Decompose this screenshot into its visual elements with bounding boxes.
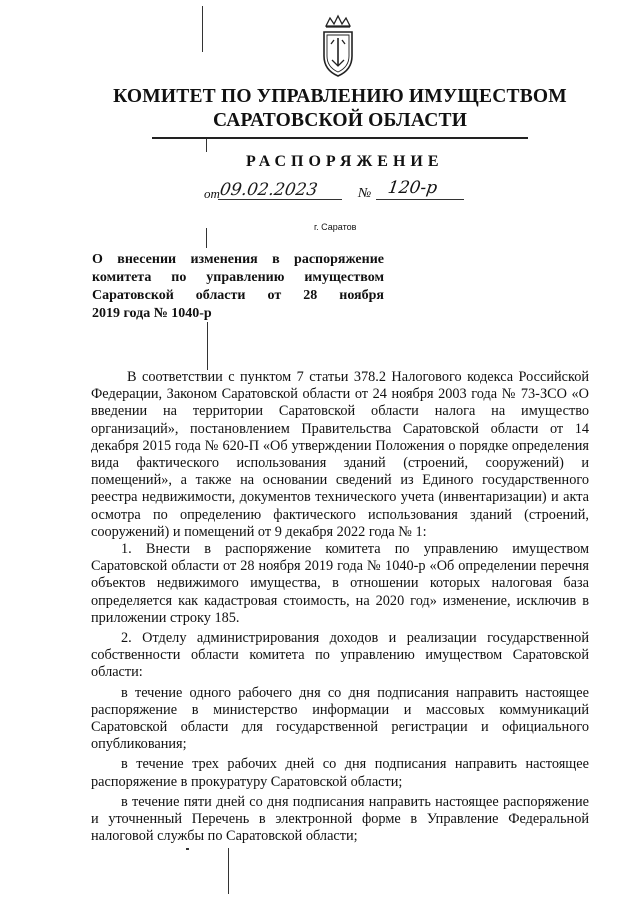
city-name: г. Саратов bbox=[314, 222, 357, 232]
document-type-title: РАСПОРЯЖЕНИЕ bbox=[246, 153, 444, 170]
document-body bbox=[91, 369, 589, 845]
handwritten-date: 09.02.2023 bbox=[218, 180, 319, 200]
body-paragraph: 1. Внести в распоряжение комитета по управлению имуществом Саратовской области от 28 ноября 2019 года № 1040-р «Об определении перечня объектов недвижимого имущества, в отношении которых налоговая база определяется как кадастровая стоимость, на 2020 год» изменение, исключив в приложении строку 185. bbox=[91, 541, 589, 626]
scan-mark bbox=[228, 848, 229, 894]
date-underline bbox=[218, 199, 342, 200]
scan-mark bbox=[207, 322, 208, 370]
handwritten-number: 120-р bbox=[386, 178, 439, 198]
organization-name-line2: САРАТОВСКОЙ ОБЛАСТИ bbox=[212, 110, 468, 131]
document-subject bbox=[92, 251, 384, 323]
number-underline bbox=[376, 199, 464, 200]
date-prefix: от bbox=[204, 186, 220, 201]
subject-line: 2019 года № 1040-р bbox=[92, 306, 212, 321]
body-paragraph: в течение пяти дней со дня подписания направить настоящее распоряжение и уточненный Перечень в электронной форме в Управление Федеральной налоговой службы по Саратовской области; bbox=[91, 793, 589, 845]
organization-name-line1: КОМИТЕТ ПО УПРАВЛЕНИЮ ИМУЩЕСТВОМ bbox=[113, 86, 567, 107]
subject-line: О внесении изменения в распоряжение bbox=[92, 252, 384, 267]
scan-mark bbox=[206, 228, 207, 248]
body-paragraph: в течение одного рабочего дня со дня подписания направить настоящее распоряжение в министерство информации и массовых коммуникаций Саратовской области для государственной регистрации и официального опубликования; bbox=[91, 684, 589, 753]
header-divider bbox=[152, 137, 528, 139]
body-paragraph: 2. Отделу администрирования доходов и реализации государственной собственности области комитета по управлению имуществом Саратовской области: bbox=[91, 630, 589, 681]
scan-mark bbox=[186, 848, 189, 850]
number-prefix: № bbox=[358, 186, 372, 201]
subject-line: комитета по управлению имуществом bbox=[92, 270, 384, 285]
coat-of-arms-emblem bbox=[318, 14, 358, 80]
body-paragraph: в течение трех рабочих дней со дня подписания направить настоящее распоряжение в прокуратуру Саратовской области; bbox=[91, 756, 589, 790]
scan-mark bbox=[202, 6, 203, 52]
body-paragraph: В соответствии с пунктом 7 статьи 378.2 Налогового кодекса Российской Федерации, Законом Саратовской области от 24 ноября 2003 года № 73-ЗСО «О введении на территории Саратовской области налога на имущество организаций», постановлением Правительства Саратовской области от 14 декабря 2015 года № 620-П «Об утверждении Положения о порядке определения вида фактического использования зданий (строений, сооружений) и помещений», а также на основании сведений из Единого государственного реестра недвижимости, документов технического учета (инвентаризации) и акта осмотра по определению фактического использования зданий (строений, сооружений) и помещений от 9 декабря 2022 года № 1: bbox=[91, 369, 589, 540]
scan-mark bbox=[206, 138, 207, 152]
subject-line: Саратовской области от 28 ноября bbox=[92, 288, 384, 303]
